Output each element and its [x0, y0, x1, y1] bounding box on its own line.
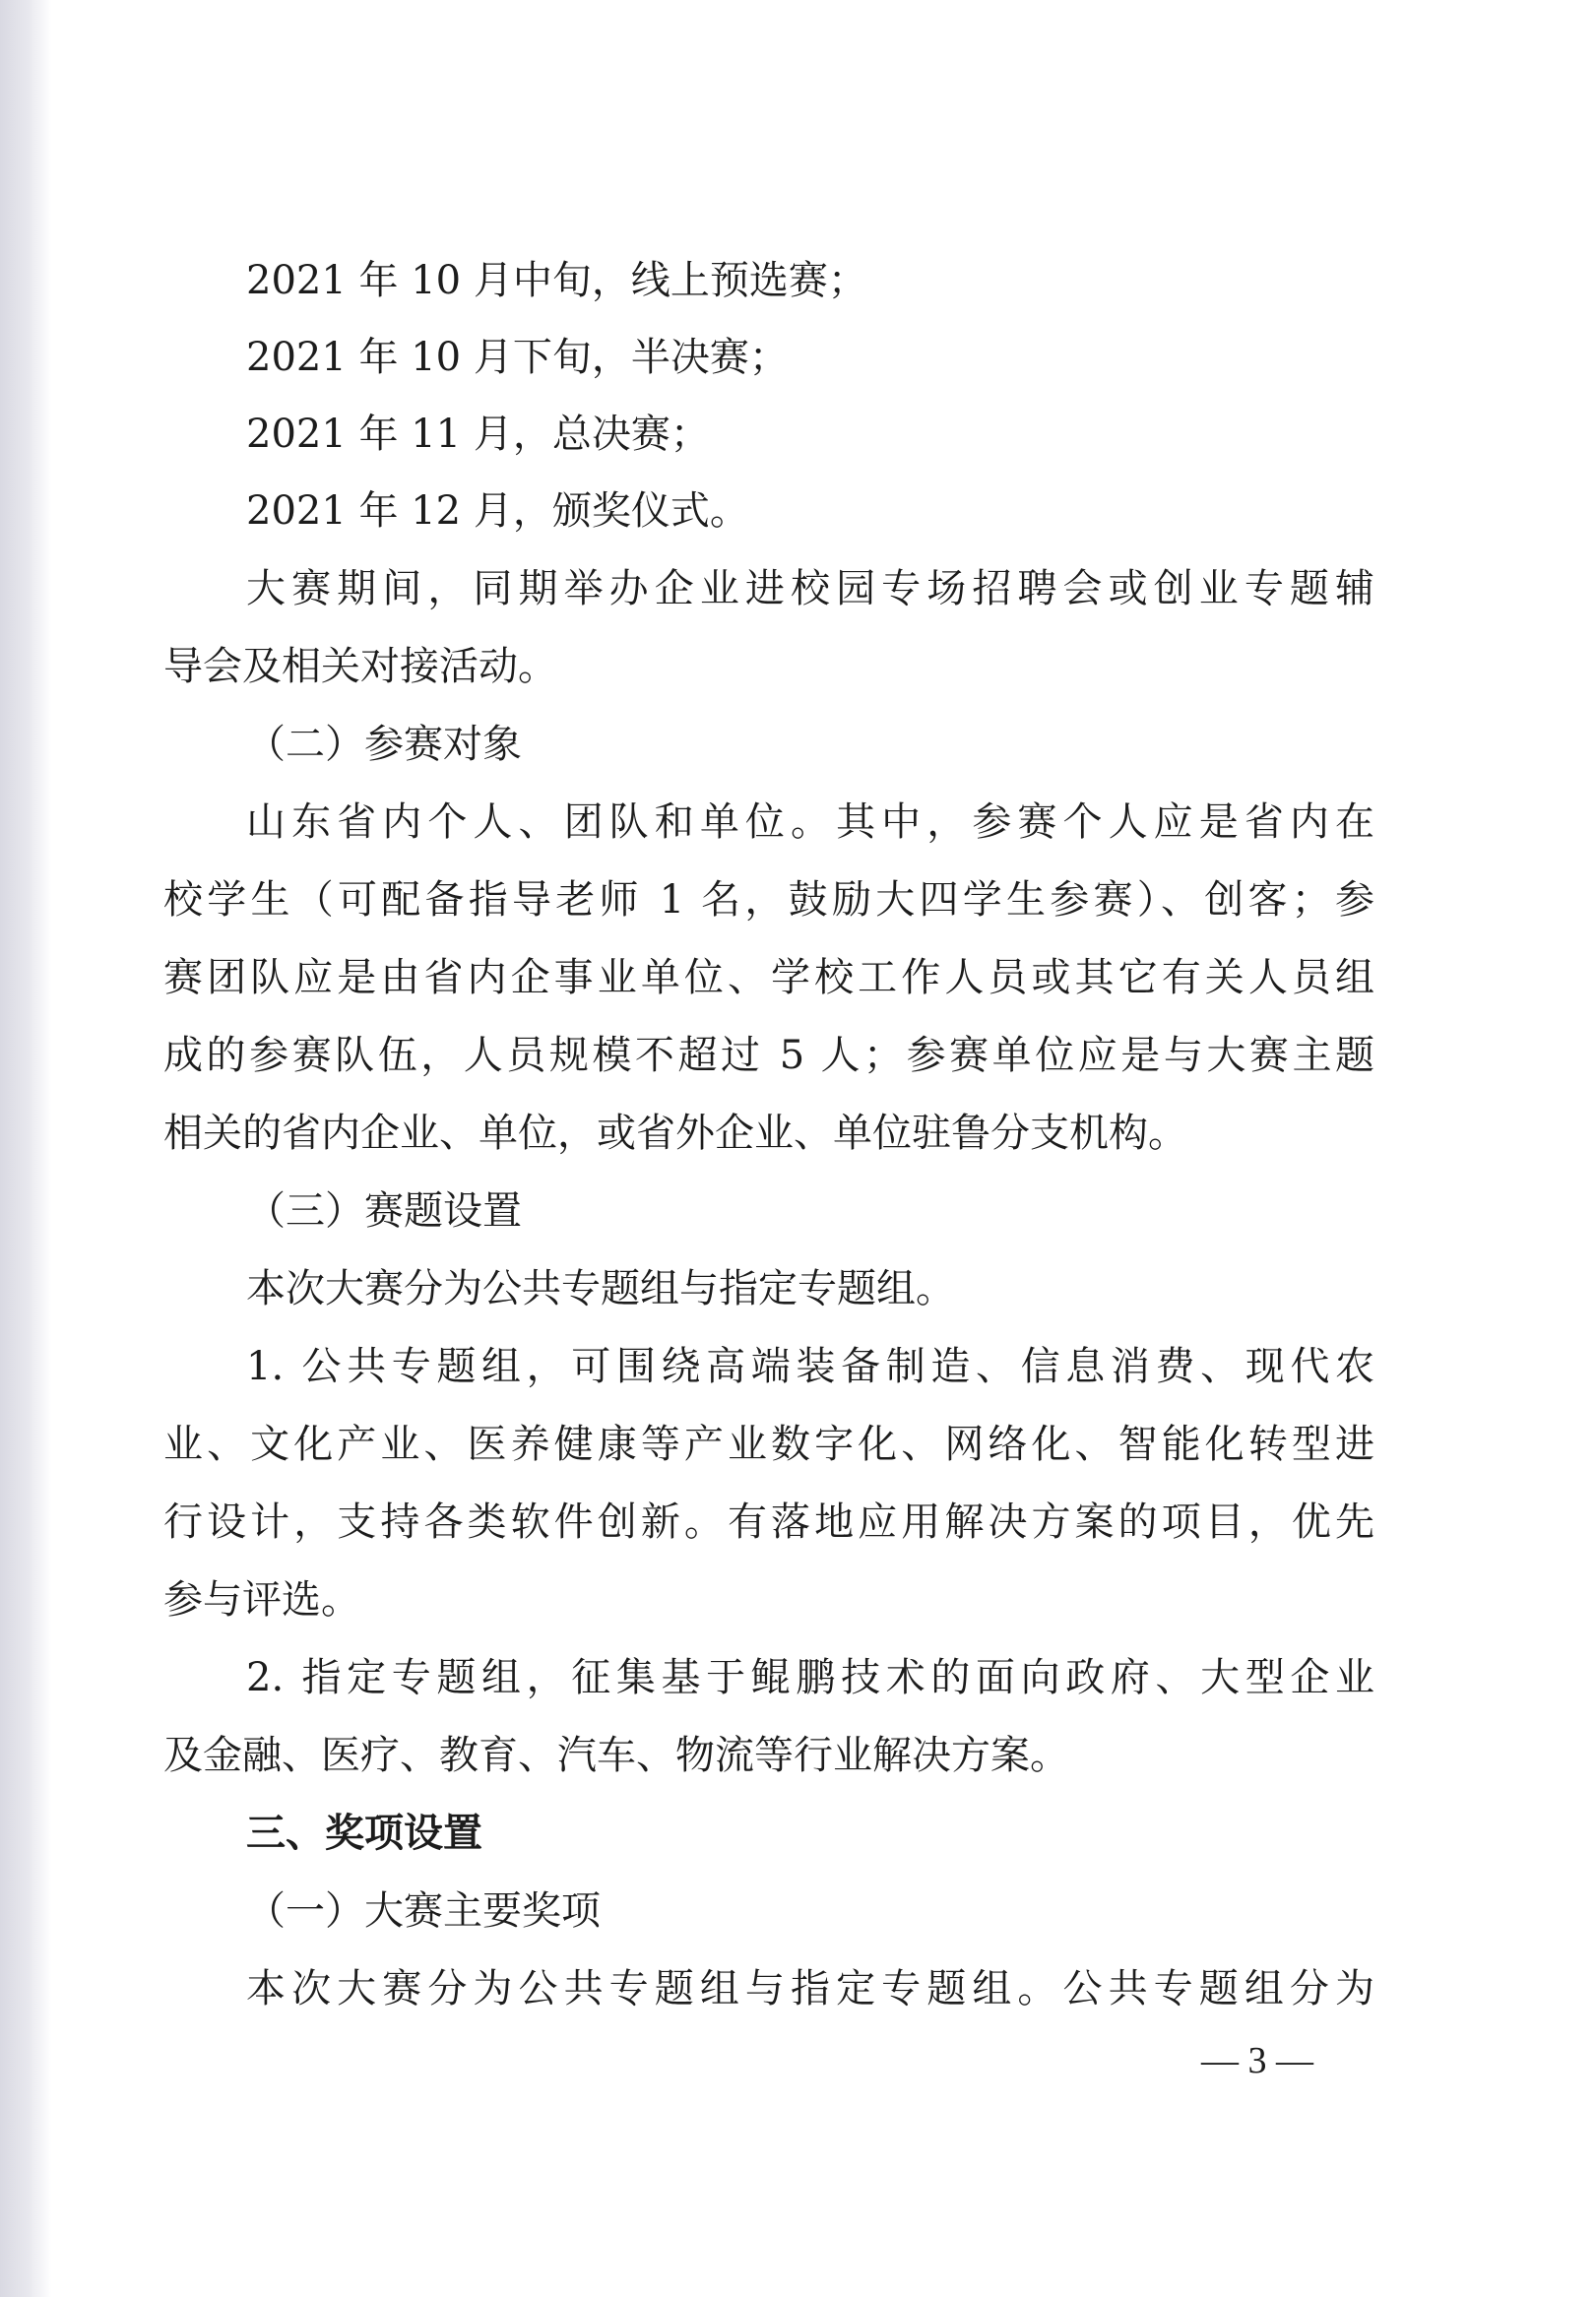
- paragraph-line: 2. 指定专题组，征集基于鲲鹏技术的面向政府、大型企业: [246, 1655, 1374, 1700]
- paragraph-line: 本次大赛分为公共专题组与指定专题组。公共专题组分为: [246, 1966, 1374, 2011]
- paragraph-line: 相关的省内企业、单位，或省外企业、单位驻鲁分支机构。: [163, 1111, 1187, 1156]
- page-number: — 3 —: [1201, 2040, 1313, 2081]
- section-heading-participants: （二）参赛对象: [246, 722, 522, 767]
- paragraph-line: 校学生（可配备指导老师 1 名，鼓励大四学生参赛）、创客；参: [163, 877, 1374, 923]
- paragraph-line: 大赛期间，同期举办企业进校园专场招聘会或创业专题辅: [246, 566, 1374, 611]
- paragraph-line: 及金融、医疗、教育、汽车、物流等行业解决方案。: [163, 1733, 1069, 1778]
- paragraph-line: 业、文化产业、医养健康等产业数字化、网络化、智能化转型进: [163, 1422, 1374, 1467]
- schedule-line-ceremony: 2021 年 12 月，颁奖仪式。: [246, 488, 749, 534]
- section-heading-topics: （三）赛题设置: [246, 1188, 522, 1234]
- paragraph-line: 导会及相关对接活动。: [163, 644, 557, 689]
- paragraph-line: 本次大赛分为公共专题组与指定专题组。: [246, 1266, 955, 1311]
- paragraph-line: 山东省内个人、团队和单位。其中，参赛个人应是省内在: [246, 799, 1374, 845]
- schedule-line-final: 2021 年 11 月，总决赛；: [246, 412, 710, 457]
- paragraph-line: 成的参赛队伍，人员规模不超过 5 人；参赛单位应是与大赛主题: [163, 1033, 1374, 1078]
- schedule-line-preliminary: 2021 年 10 月中旬，线上预选赛；: [246, 258, 867, 303]
- paragraph-line: 参与评选。: [163, 1577, 360, 1623]
- section-heading-main-awards: （一）大赛主要奖项: [246, 1888, 601, 1934]
- section-heading-awards: 三、奖项设置: [246, 1811, 482, 1856]
- paragraph-line: 行设计，支持各类软件创新。有落地应用解决方案的项目，优先: [163, 1499, 1374, 1545]
- paragraph-line: 赛团队应是由省内企事业单位、学校工作人员或其它有关人员组: [163, 955, 1374, 1000]
- schedule-line-semifinal: 2021 年 10 月下旬，半决赛；: [246, 335, 789, 380]
- paragraph-line: 1. 公共专题组，可围绕高端装备制造、信息消费、现代农: [246, 1344, 1374, 1389]
